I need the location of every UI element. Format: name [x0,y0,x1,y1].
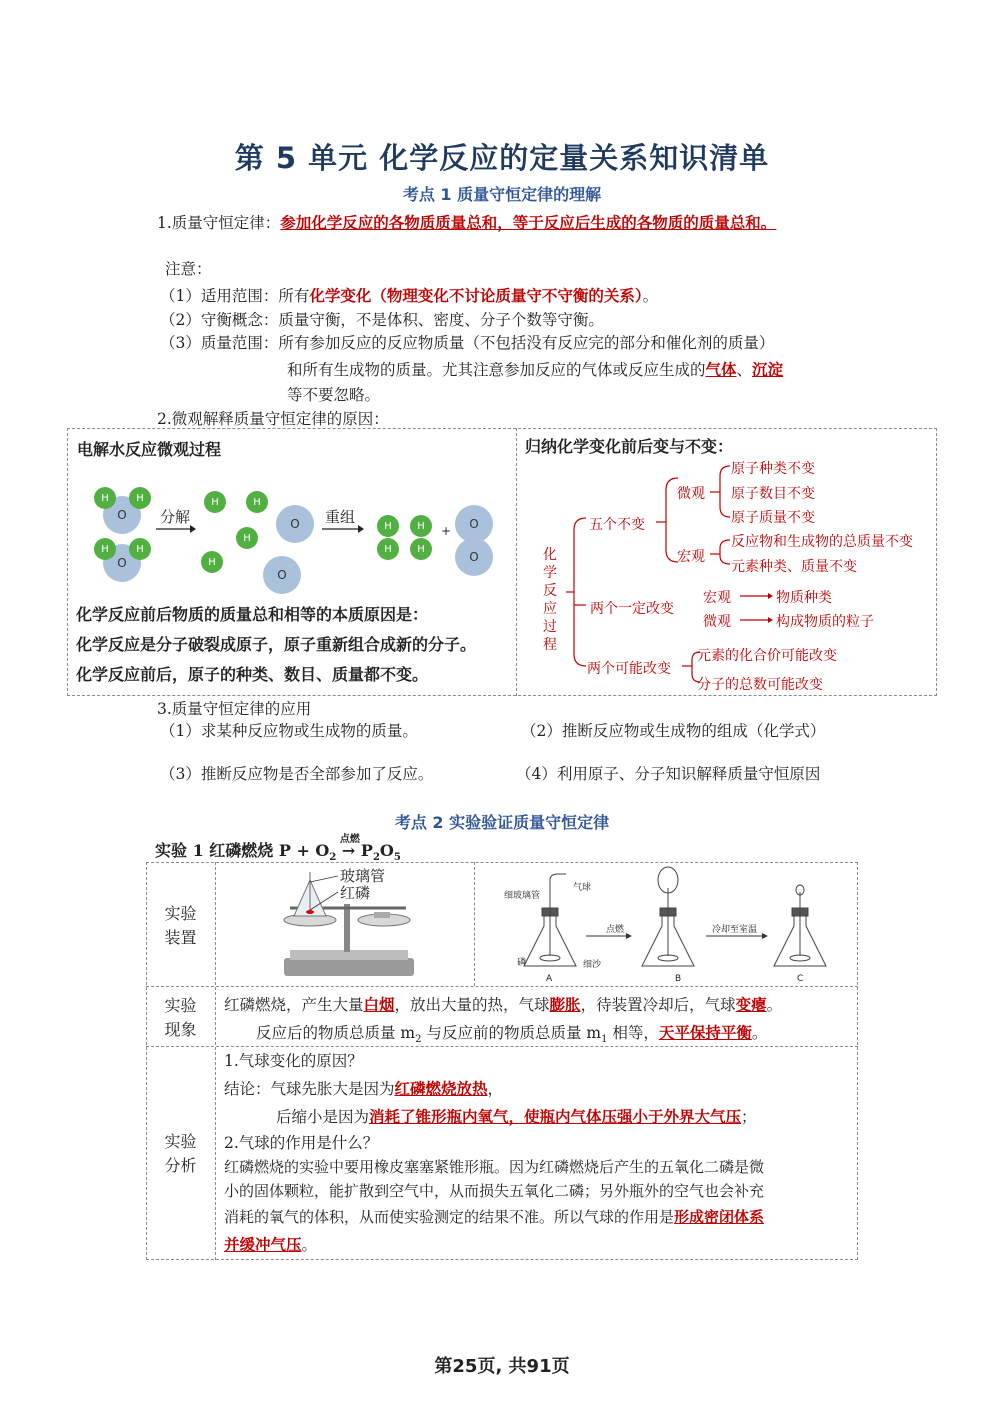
notes-heading: 注意： [165,260,212,278]
note-1-red: 化学变化（物理变化不讨论质量守不守衡的关系） [309,287,643,305]
apparatus-labels [340,868,385,902]
micro-box-divider [516,428,517,696]
phen-text: 。 [751,1024,768,1042]
tree-M1: 反应物和生成物的总质量不变 [731,534,913,550]
exp1-sub: 5 [393,852,401,864]
law-content: 参加化学反应的各物质质量总和，等于反应后生成的各物质的质量总和。 [280,214,777,232]
an-text: 后缩小是因为 [276,1108,370,1126]
an-text: ， [487,1080,504,1098]
note-3b-prefix: 和所有生成物的质量。尤其注意参加反应的气体或反应生成的 [287,361,706,379]
root-char: 过 [543,619,557,635]
tree-macro: 宏观 [677,549,705,565]
phenomenon-line-1 [224,994,782,1016]
oxygen-atom: O [455,505,493,543]
analysis-8 [224,1234,317,1256]
phen-text: ，放出大量的热，气球 [394,996,550,1014]
tree-five-unchanged: 五个不变 [589,517,645,533]
analysis-5: 红磷燃烧的实验中要用橡皮塞塞紧锥形瓶。因为红磷燃烧后产生的五氧化二磷是微 [224,1158,765,1176]
hydrogen-atom: H [129,538,151,560]
application-1: （1）求某种反应物或生成物的质量。 [160,722,418,740]
electrolysis-heading: 电解水反应微观过程 [77,440,222,459]
micro-heading: 2.微观解释质量守恒定律的原因： [157,410,389,428]
arrow-2-label: 重组 [325,508,356,526]
oxygen-atom: O [103,496,141,534]
arrow-right-icon [322,524,364,534]
law-prefix: 1.质量守恒定律： [157,214,281,232]
note-3b-gas: 气体 [705,361,737,379]
root-char: 程 [543,637,557,653]
an-text: ； [741,1108,757,1126]
flask-phos-label: 磷 [517,958,527,968]
col-divider [215,862,216,1260]
hydrogen-atom: H [129,487,151,509]
exp1-sub: 2 [372,852,380,864]
flask-cool-label: 冷却至室温 [712,925,758,935]
oxygen-atom: O [103,544,141,582]
hydrogen-atom: H [377,538,399,560]
an-text: 结论：气球先胀大是因为 [224,1080,395,1098]
label-line: 实验 [164,1132,197,1151]
arrow-icon: → [341,841,356,860]
row-label-phenomenon [146,994,215,1042]
exp1-sub: 2 [329,852,337,864]
flask-c-label: C [797,974,804,984]
an-red: 红磷燃烧放热 [394,1080,488,1098]
tree-two-changed: 两个一定改变 [590,601,674,617]
red-phosphorus-label: 红磷 [340,884,371,902]
phen-text: ，待装置冷却后，气球 [580,996,736,1014]
tree-m1: 原子种类不变 [731,461,815,477]
hydrogen-atom: H [94,538,116,560]
law-line [157,212,776,234]
phen-text: 红磷燃烧，产生大量 [224,996,364,1014]
flask-sand-label: 细沙 [583,960,602,970]
tree-p2: 分子的总数可能改变 [697,677,823,693]
phen-red: 膨胀 [549,996,581,1014]
flask-tube-label: 细玻璃管 [504,891,541,901]
an-red: 形成密闭体系 [674,1208,765,1226]
flask-a-label: A [546,974,553,984]
tree-t-micro: 微观 [703,614,731,630]
tree-possible: 两个可能改变 [587,661,671,677]
tree-M2: 元素种类、质量不变 [731,559,857,575]
note-1-prefix: （1）适用范围：所有 [160,287,310,305]
application-4: （4）利用原子、分子知识解释质量守恒原因 [516,765,821,783]
hydrogen-atom: H [236,527,258,549]
exp1-product: P [355,841,373,860]
note-1 [160,285,658,307]
hydrogen-atom: H [201,551,223,573]
tree-root [543,546,559,654]
phen-text: 。 [766,996,783,1014]
row-label-apparatus [146,902,215,950]
application-heading: 3.质量守恒定律的应用 [157,700,312,718]
hydrogen-atom: H [377,515,399,537]
exp1-label-text: 实验 1 红磷燃烧 P + O [155,841,330,860]
label-line: 装置 [164,928,197,947]
phen-text: 与反应前的物质总质量 m [421,1024,602,1042]
application-3: （3）推断反应物是否全部参加了反应。 [160,765,434,783]
an-text: 。 [301,1236,318,1254]
analysis-6: 小的固体颗粒，能扩散到空气中，从而损失五氧化二磷；另外瓶外的空气也会补充 [224,1182,765,1200]
hydrogen-atom: H [410,515,432,537]
col-divider [474,862,475,986]
note-3b-sep: 、 [736,361,753,379]
reaction-condition: 点燃 [339,834,360,845]
note-2: （2）守衡概念：质量守衡，不是体积、密度、分子个数等守衡。 [160,311,604,329]
phen-sub: 2 [415,1034,422,1046]
reason-1: 化学反应前后物质的质量总和相等的本质原因是： [76,605,429,624]
tree-t1: 物质种类 [776,590,832,606]
analysis-3 [276,1106,757,1128]
note-1-end: 。 [642,287,659,305]
label-line: 实验 [164,996,197,1015]
hydrogen-atom: H [94,487,116,509]
analysis-2 [224,1078,503,1100]
analysis-7 [224,1206,764,1228]
root-char: 化 [543,547,557,563]
flask-ignite-label: 点燃 [606,925,625,935]
tree-micro: 微观 [677,486,705,502]
plus-sign: + [441,524,452,538]
oxygen-atom: O [276,505,314,543]
root-char: 应 [543,601,557,617]
row-label-analysis [146,1130,215,1178]
flask-sequence-image [500,866,840,986]
hydrogen-atom: H [410,538,432,560]
oxygen-atom: O [263,556,301,594]
phen-red: 白烟 [363,996,395,1014]
reaction-arrow [339,834,360,860]
phen-red: 天平保持平衡 [658,1024,752,1042]
flask-balloon-label: 气球 [573,883,592,893]
phen-sub: 1 [601,1034,608,1046]
phen-text: 反应后的物质总质量 m [256,1024,416,1042]
phenomenon-line-2 [256,1022,767,1051]
page-number: 第25页, 共91页 [434,1356,570,1377]
label-line: 现象 [164,1020,197,1039]
summary-heading: 归纳化学变化前后变与不变： [525,437,734,456]
exp1-product: O [379,841,394,860]
phen-text: 相等， [607,1024,659,1042]
an-text: 消耗的氧气的体积，从而使实验测定的结果不准。所以气球的作用是 [224,1208,675,1226]
tree-t-macro: 宏观 [703,590,731,606]
experiment-1-label [155,834,401,864]
label-line: 分析 [164,1156,197,1175]
note-3: （3）质量范围：所有参加反应的反应物质量（不包括没有反应完的部分和催化剂的质量） [160,334,775,352]
root-char: 学 [543,565,557,581]
analysis-4: 2.气球的作用是什么？ [224,1134,379,1152]
arrow-right-icon [156,524,196,534]
hydrogen-atom: H [246,491,268,513]
label-line: 实验 [164,904,197,923]
note-3b-ppt: 沉淀 [752,361,784,379]
note-3c: 等不要忽略。 [287,386,381,404]
page-title: 第 5 单元 化学反应的定量关系知识清单 [234,141,770,175]
an-red: 并缓冲气压 [224,1236,302,1254]
tree-p1: 元素的化合价可能改变 [697,648,837,664]
reason-2: 化学反应是分子破裂成原子，原子重新组合成新的分子。 [76,635,477,654]
note-3b [287,359,783,381]
oxygen-atom: O [455,538,493,576]
root-char: 反 [543,583,557,599]
application-2: （2）推断反应物或生成物的组成（化学式） [521,722,826,740]
row-divider [146,986,858,987]
glass-tube-label: 玻璃管 [340,867,386,885]
arrow-1-label: 分解 [160,508,191,526]
kaodian-1-heading: 考点 1 质量守恒定律的理解 [402,185,602,204]
tree-t2: 构成物质的粒子 [776,614,874,630]
analysis-1: 1.气球变化的原因？ [224,1052,363,1070]
reason-3: 化学反应前后，原子的种类、数目、质量都不变。 [76,665,429,684]
kaodian-2-heading: 考点 2 实验验证质量守恒定律 [394,813,610,832]
tree-m3: 原子质量不变 [731,510,815,526]
hydrogen-atom: H [204,491,226,513]
an-red: 消耗了锥形瓶内氧气，使瓶内气体压强小于外界大气压 [369,1108,742,1126]
tree-m2: 原子数目不变 [731,486,815,502]
phen-red: 变瘪 [735,996,767,1014]
flask-b-label: B [675,974,682,984]
